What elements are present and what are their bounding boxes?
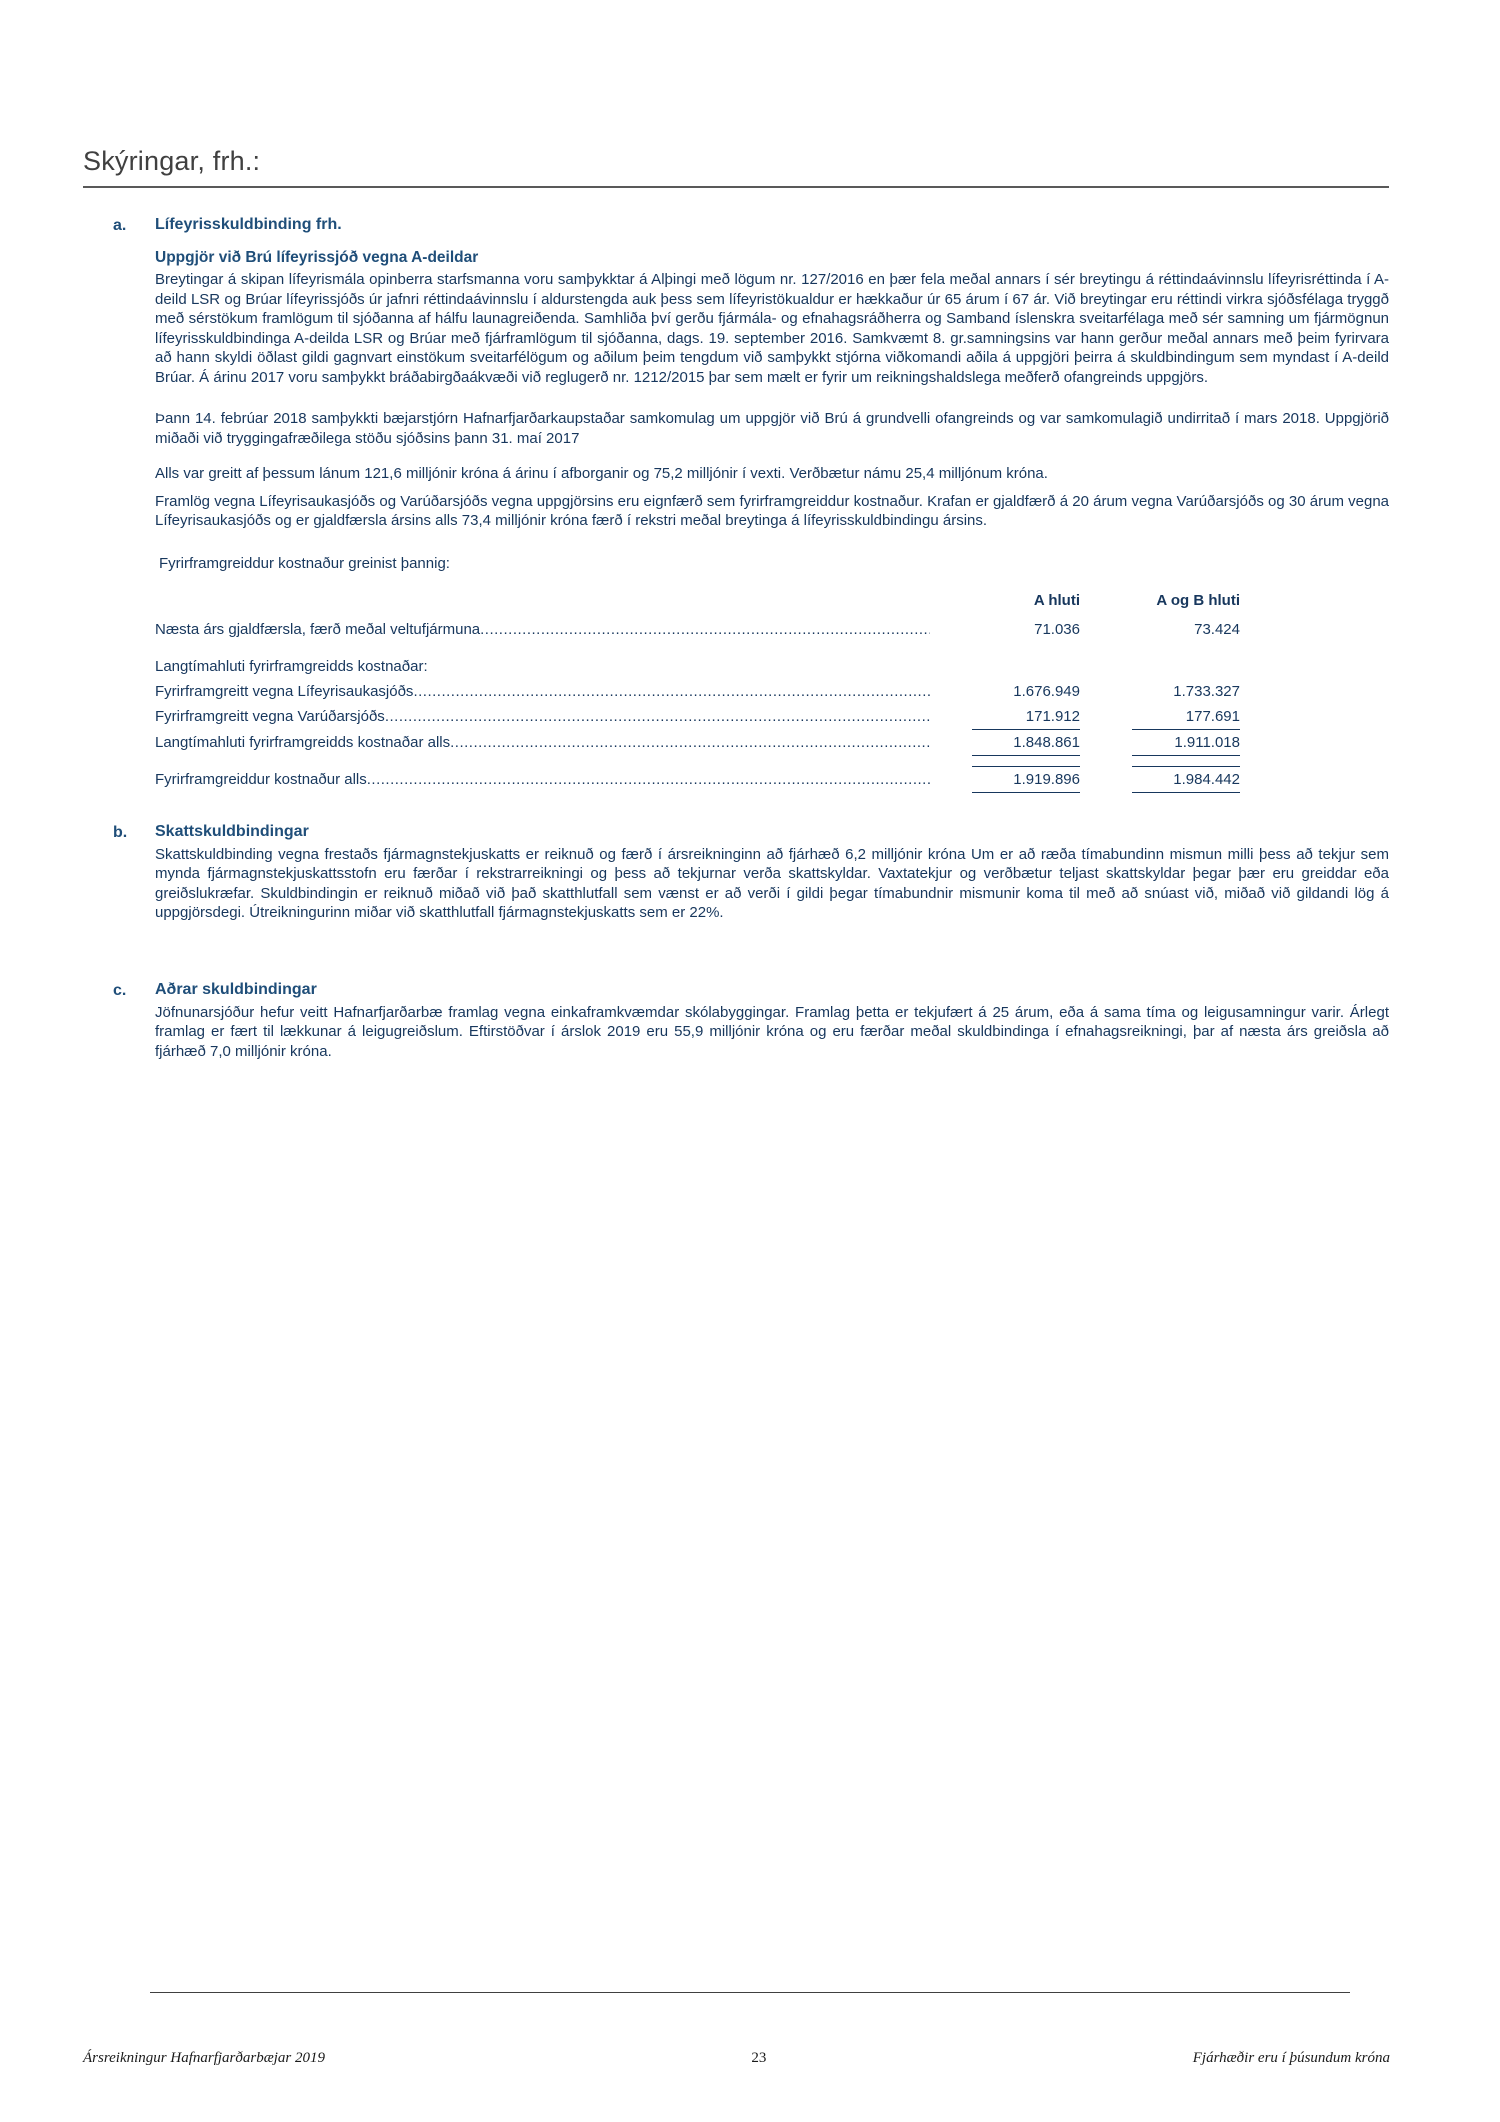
paragraph: Jöfnunarsjóður hefur veitt Hafnarfjarðarbæ framlag vegna einkaframkvæmdar skólabyggingar. Framlag þetta er tekjufært á 25 árum, eða á sama tíma og leigusamningur varir. Árlegt framlag er fært til lækkunar á leigugreiðslum. Eftirstöðvar í árslok 2019 eru 55,9 milljónir króna og eru færðar meðal skuldbindinga í efnahagsreikningi, þar af næsta árs greiðsla að fjárhæð 7,0 milljónir króna. bbox=[155, 1003, 1389, 1060]
section-c-letter: c. bbox=[113, 981, 127, 999]
section-a-body bbox=[155, 216, 1389, 793]
leader-dots bbox=[385, 704, 930, 729]
footer-report-title: Ársreikningur Hafnarfjarðarbæjar 2019 bbox=[83, 2050, 325, 2066]
section-gap bbox=[113, 793, 1389, 823]
section-a bbox=[113, 216, 1389, 793]
table-total-row bbox=[155, 766, 1240, 793]
table-group-row bbox=[155, 654, 1240, 679]
section-b bbox=[113, 823, 1389, 923]
table-header-row bbox=[155, 588, 1240, 613]
value-a-hluti: 1.676.949 bbox=[1013, 682, 1080, 700]
section-c bbox=[113, 981, 1389, 1062]
footer-currency-note: Fjárhæðir eru í þúsundum króna bbox=[1192, 2050, 1390, 2066]
paragraph: Skattskuldbinding vegna frestaðs fjármagnstekjuskatts er reiknuð og færð í ársreikninginn að fjárhæð 6,2 milljónir króna Um er að ræða tímabundinn mismun milli þess að tekjur sem mynda fjármagnstekjuskattsstofn eru færðar í rekstrarreikningi og þess að tekjurnar verða skattskyldar. Vaxtatekjur og verðbætur teljast skattskyldar þegar þær eru greiddar eða greiðslukræfar. Skuldbindingin er reiknuð miðað við það skatthlutfall sem vænst er að verði í gildi þegar tímabundnir mismunir koma til með að snúast við, miðað við gildandi lög á uppgjörsdegi. Útreikningurinn miðar við skatthlutfall fjármagnstekjuskatts sem er 22%. bbox=[155, 845, 1389, 921]
table-row bbox=[155, 704, 1240, 730]
page-title: Skýringar, frh.: bbox=[83, 146, 261, 176]
value-a-og-b-hluti: 1.911.018 bbox=[1080, 730, 1240, 756]
leader-dots bbox=[413, 679, 930, 704]
row-label: Langtímahluti fyrirframgreidds kostnaðar: bbox=[155, 657, 428, 675]
section-b-letter: b. bbox=[113, 823, 128, 841]
table-row bbox=[155, 617, 1240, 642]
section-b-body bbox=[155, 823, 1389, 923]
paragraph: Framlög vegna Lífeyrisaukasjóðs og Varúðarsjóðs vegna uppgjörsins eru eignfærð sem fyrirframgreiddur kostnaður. Krafan er gjaldfærð á 20 árum vegna Varúðarsjóðs og 30 árum vegna Lífeyrisaukasjóðs og er gjaldfærsla ársins alls 73,4 milljónir króna færð í rekstri meðal breytinga á lífeyrisskuldbindingu ársins. bbox=[155, 492, 1389, 529]
footer-divider bbox=[150, 1992, 1350, 1993]
leader-dots bbox=[480, 617, 930, 642]
paragraph: Breytingar á skipan lífeyrismála opinberra starfsmanna voru samþykktar á Alþingi með lögum nr. 127/2016 en þær fela meðal annars í sér breytingu á réttindaávinnslu lífeyrisréttinda í A-deild LSR og Brúar lífeyrissjóðs úr jafnri réttindaávinnslu í aldurstengda auk þess sem lífeyristökualdur er hækkaður úr 65 árum í 67 ár. Við breytingar eru réttindi virkra sjóðsfélaga tryggð með sérstökum framlögum til sjóðanna af hálfu launagreiðenda. Samhliða því gerðu fjármála- og efnahagsráðherra og Samband íslenskra sveitarfélaga með sér samning um fjármögnun lífeyrisskuldbindinga A-deilda LSR og Brúar með fjárframlögum til sjóðanna, dags. 19. september 2016. Samkvæmt 8. gr.samningsins var hann gerður meðal annars með þeim fyrirvara að hann skyldi öðlast gildi gagnvart einstökum sveitarfélögum og aðilum þeim tengdum við samþykkt stjórna viðkomandi aðila á uppgjöri þeirra á skuldbindingum sem myndast í A-deild Brúar. Á árinu 2017 voru samþykkt bráðabirgðaákvæði við reglugerð nr. 1212/2015 þar sem mælt er fyrir um reikningshaldslega meðferð ofangreinds uppgjörs. bbox=[155, 271, 1389, 386]
section-gap bbox=[113, 923, 1389, 981]
row-label: Fyrirframgreitt vegna Lífeyrisaukasjóðs bbox=[155, 682, 414, 700]
table-subtotal-row bbox=[155, 730, 1240, 756]
page-content bbox=[113, 216, 1389, 1061]
row-label: Fyrirframgreiddur kostnaður alls bbox=[155, 770, 367, 788]
footer-page-number: 23 bbox=[751, 2050, 767, 2066]
table-intro: Fyrirframgreiddur kostnaður greinist þannig: bbox=[159, 554, 450, 572]
page-footer bbox=[83, 2050, 1390, 2067]
section-a-letter: a. bbox=[113, 217, 127, 234]
value-a-hluti: 1.848.861 bbox=[930, 730, 1080, 756]
leader-dots bbox=[367, 767, 930, 792]
value-a-og-b-hluti: 1.984.442 bbox=[1080, 766, 1240, 793]
row-label: Langtímahluti fyrirframgreidds kostnaðar alls bbox=[155, 733, 451, 751]
row-label: Næsta árs gjaldfærsla, færð meðal veltufjármuna bbox=[155, 620, 481, 638]
section-b-heading: Skattskuldbindingar bbox=[155, 822, 309, 840]
section-a-subheading: Uppgjör við Brú lífeyrissjóð vegna A-deildar bbox=[155, 249, 479, 266]
value-a-hluti: 1.919.896 bbox=[930, 766, 1080, 793]
paragraph: Þann 14. febrúar 2018 samþykkti bæjarstjórn Hafnarfjarðarkaupstaðar samkomulag um uppgjör við Brú á grundvelli ofangreinds og var samkomulagið undirritað í mars 2018. Uppgjörið miðaði við tryggingafræðilega stöðu sjóðsins þann 31. maí 2017 bbox=[155, 410, 1389, 447]
value-a-og-b-hluti: 73.424 bbox=[1194, 620, 1240, 638]
column-header-a-og-b-hluti: A og B hluti bbox=[1156, 591, 1240, 609]
leader-dots bbox=[450, 730, 930, 755]
section-c-heading: Aðrar skuldbindingar bbox=[155, 980, 317, 998]
value-a-hluti: 71.036 bbox=[1034, 620, 1080, 638]
section-c-body bbox=[155, 981, 1389, 1062]
value-a-og-b-hluti: 177.691 bbox=[1080, 704, 1240, 730]
prepaid-cost-table bbox=[155, 588, 1240, 793]
column-header-a-hluti: A hluti bbox=[1033, 591, 1080, 609]
value-a-og-b-hluti: 1.733.327 bbox=[1173, 682, 1240, 700]
row-label: Fyrirframgreitt vegna Varúðarsjóðs bbox=[155, 707, 385, 725]
paragraph: Alls var greitt af þessum lánum 121,6 milljónir króna á árinu í afborganir og 75,2 milljónir í vexti. Verðbætur námu 25,4 milljónum króna. bbox=[155, 465, 1048, 482]
section-a-heading: Lífeyrisskuldbinding frh. bbox=[155, 216, 342, 233]
table-row bbox=[155, 679, 1240, 704]
page-title-block bbox=[83, 146, 1389, 188]
value-a-hluti: 171.912 bbox=[930, 704, 1080, 730]
